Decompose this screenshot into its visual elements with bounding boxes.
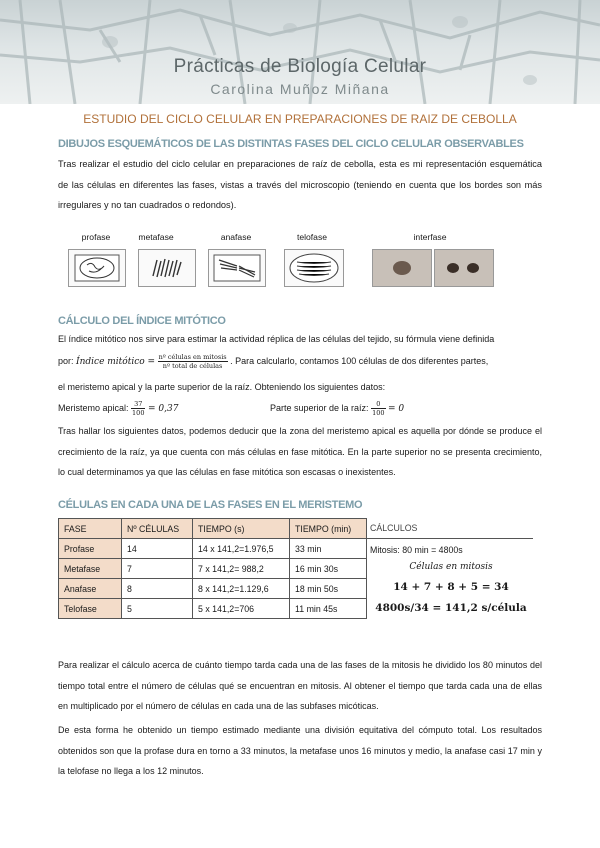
author-name: Carolina Muñoz Miñana — [210, 81, 390, 97]
table-cell: 5 x 141,2=706 — [193, 599, 290, 619]
superior-result — [270, 400, 404, 417]
table-cell: 7 x 141,2= 988,2 — [193, 559, 290, 579]
section-heading-cells-phases: CÉLULAS EN CADA UNA DE LAS FASES EN EL MERISTEMO — [58, 499, 363, 511]
label-interfase: interfase — [413, 232, 447, 242]
calculations-heading: CÁLCULOS — [370, 523, 418, 533]
telofase-drawing — [284, 249, 344, 287]
table-row — [59, 539, 367, 559]
label-profase: profase — [81, 232, 111, 242]
table-cell: Metafase — [59, 559, 122, 579]
formula-suffix: . Para calcularlo, contamos 100 células de dos diferentes partes, — [230, 355, 489, 366]
table-cell: 18 min 50s — [290, 579, 367, 599]
superior-fraction — [371, 400, 385, 417]
calc-result: 4800s/34 = 141,2 s/célula — [375, 602, 527, 614]
anafase-drawing — [208, 249, 266, 287]
data-intro: el meristemo apical y la parte superior de la raíz. Obteniendo los siguientes datos: — [58, 382, 386, 392]
table-cell: 14 — [122, 539, 193, 559]
intro-paragraph: Tras realizar el estudio del ciclo celular en preparaciones de raíz de cebolla, esta es mi representación esquemática de las células en diferentes las fases, vistas a través del microscopio (teniendo en cuenta que los bordes son más irregulares y no tan cuadrados o redondos). — [58, 159, 542, 210]
metafase-drawing — [138, 249, 196, 287]
meristemo-fraction — [131, 400, 145, 417]
profase-drawing — [68, 249, 126, 287]
section-heading-mitotic-index: CÁLCULO DEL ÍNDICE MITÓTICO — [58, 315, 226, 327]
document-title: Prácticas de Biología Celular — [173, 56, 427, 77]
calc-cells-label: Células en mitosis — [409, 562, 493, 572]
table-cell: 8 — [122, 579, 193, 599]
calc-mitosis: Mitosis: 80 min = 4800s — [370, 545, 463, 555]
label-metafase: metafase — [138, 232, 174, 242]
table-cell: Profase — [59, 539, 122, 559]
label-anafase: anafase — [220, 232, 252, 242]
superior-den: 100 — [372, 409, 385, 417]
header-cell: FASE — [59, 519, 122, 539]
formula-line — [58, 353, 488, 370]
meristemo-value: = 0,37 — [147, 403, 179, 414]
formula-numerator: nº células en mitosis — [158, 353, 227, 361]
table-cell: 14 x 141,2=1.976,5 — [193, 539, 290, 559]
table-header-row — [59, 519, 367, 539]
table-cell: 7 — [122, 559, 193, 579]
table-row — [59, 599, 367, 619]
formula-fraction — [158, 353, 228, 370]
table-cell: 16 min 30s — [290, 559, 367, 579]
phases-table — [58, 518, 367, 619]
table-row — [59, 579, 367, 599]
section-heading-drawings: DIBUJOS ESQUEMÁTICOS DE LAS DISTINTAS FASES DEL CICLO CELULAR OBSERVABLES — [58, 138, 524, 150]
header-cell: TIEMPO (s) — [193, 519, 290, 539]
meristemo-result — [58, 400, 178, 417]
table-cell: 8 x 141,2=1.129,6 — [193, 579, 290, 599]
table-cell: 33 min — [290, 539, 367, 559]
formula-lhs: Índice mitótico = — [76, 356, 156, 367]
main-title: ESTUDIO DEL CICLO CELULAR EN PREPARACIONES DE RAIZ DE CEBOLLA — [83, 112, 517, 126]
meristemo-den: 100 — [132, 409, 145, 417]
table-cell: Anafase — [59, 579, 122, 599]
meristemo-num: 37 — [131, 400, 145, 409]
label-telofase: telofase — [296, 232, 328, 242]
method-paragraph: Para realizar el cálculo acerca de cuánto tiempo tarda cada una de las fases de la mitosis he dividido los 80 minutos del tiempo total entre el número de células qué se encuentran en mitosis. Al obtener el tiempo que tarda cada una de ellas en multiplicado por el número de células en cada una de las subfases micóticas. — [58, 660, 542, 711]
calc-sum: 14 + 7 + 8 + 5 = 34 — [393, 581, 509, 593]
table-row — [59, 559, 367, 579]
superior-num: 0 — [371, 400, 385, 409]
table-cell: 11 min 45s — [290, 599, 367, 619]
header-banner — [0, 0, 600, 104]
table-cell: Telofase — [59, 599, 122, 619]
interfase-drawing-1 — [372, 249, 432, 287]
calculations-divider — [366, 538, 533, 539]
formula-denominator: nº total de células — [162, 362, 223, 370]
results-paragraph: De esta forma he obtenido un tiempo estimado mediante una división equitativa del cómputo total. Los resultados obtenidos son que la profase dura en torno a 33 minutos, la metafase unos 16 minutos y medio, la anafase casi 17 min y la telofase no llega a los 12 minutos. — [58, 725, 542, 776]
header-cell: Nº CÉLULAS — [122, 519, 193, 539]
superior-value: = 0 — [388, 403, 405, 414]
formula-prefix: por: — [58, 355, 74, 366]
table-cell: 5 — [122, 599, 193, 619]
header-cell: TIEMPO (min) — [290, 519, 367, 539]
meristemo-label: Meristemo apical: — [58, 402, 129, 413]
superior-label: Parte superior de la raíz: — [270, 402, 369, 413]
interfase-drawing-2 — [434, 249, 494, 287]
conclusion-paragraph: Tras hallar los siguientes datos, podemos deducir que la zona del meristemo apical es aquella por dónde se produce el crecimiento de la raíz, ya que cuenta con más células en fase mitótica. En la parte superior no se presenta crecimiento, lo cual determinamos ya que las células en fase mitótica son escasas o inexistentes. — [58, 426, 542, 477]
mitotic-index-intro: El índice mitótico nos sirve para estimar la actividad réplica de las células del tejido, su fórmula viene definida — [58, 334, 495, 344]
